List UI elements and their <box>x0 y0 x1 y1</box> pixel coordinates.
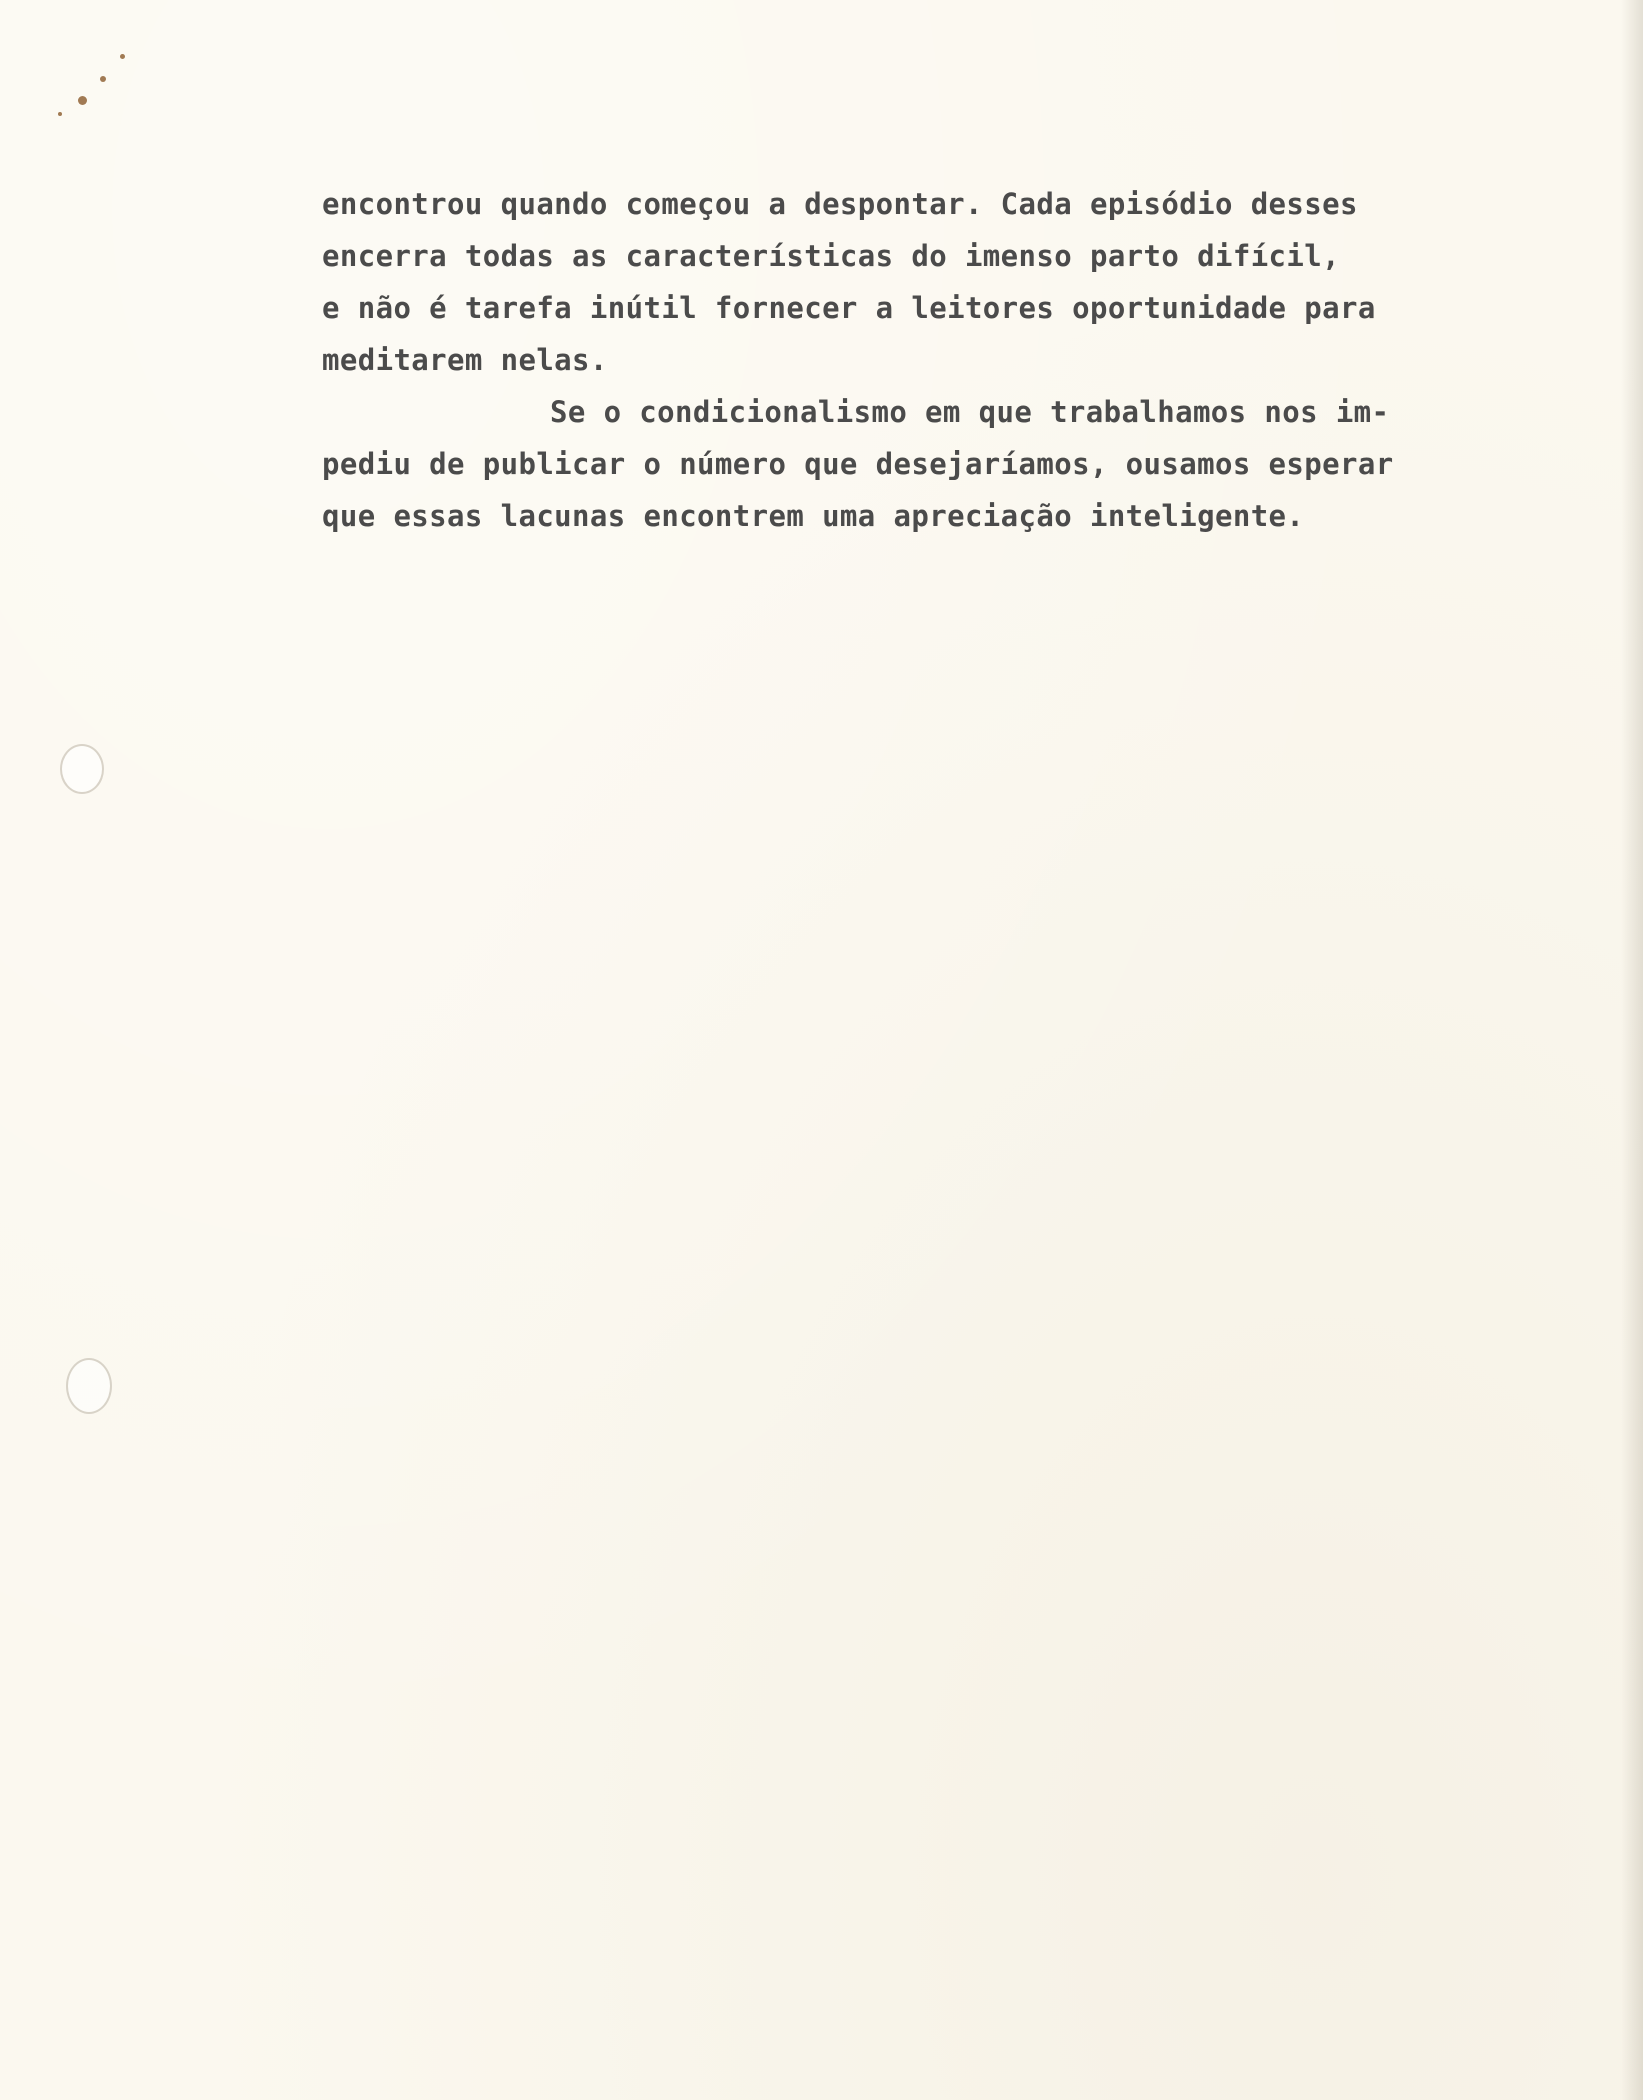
text-line: meditarem nelas. <box>322 343 608 377</box>
text-line: e não é tarefa inútil fornecer a leitores oportunidade para <box>322 291 1376 325</box>
rust-stain <box>100 76 106 82</box>
page-edge-shadow <box>1621 0 1643 2100</box>
text-line-indented: Se o condicionalismo em que trabalhamos nos im- <box>550 395 1390 429</box>
punch-hole <box>66 1358 112 1414</box>
text-line: encontrou quando começou a despontar. Cada episódio desses <box>322 187 1358 221</box>
text-line: encerra todas as características do imenso parto difícil, <box>322 239 1340 273</box>
punch-hole <box>60 744 104 794</box>
text-line: pediu de publicar o número que desejaríamos, ousamos esperar <box>322 447 1394 481</box>
rust-stain <box>58 112 62 116</box>
text-line: que essas lacunas encontrem uma apreciação inteligente. <box>322 499 1305 533</box>
rust-stain <box>78 96 87 105</box>
rust-stain <box>120 54 125 59</box>
typewritten-text <box>322 178 1562 542</box>
